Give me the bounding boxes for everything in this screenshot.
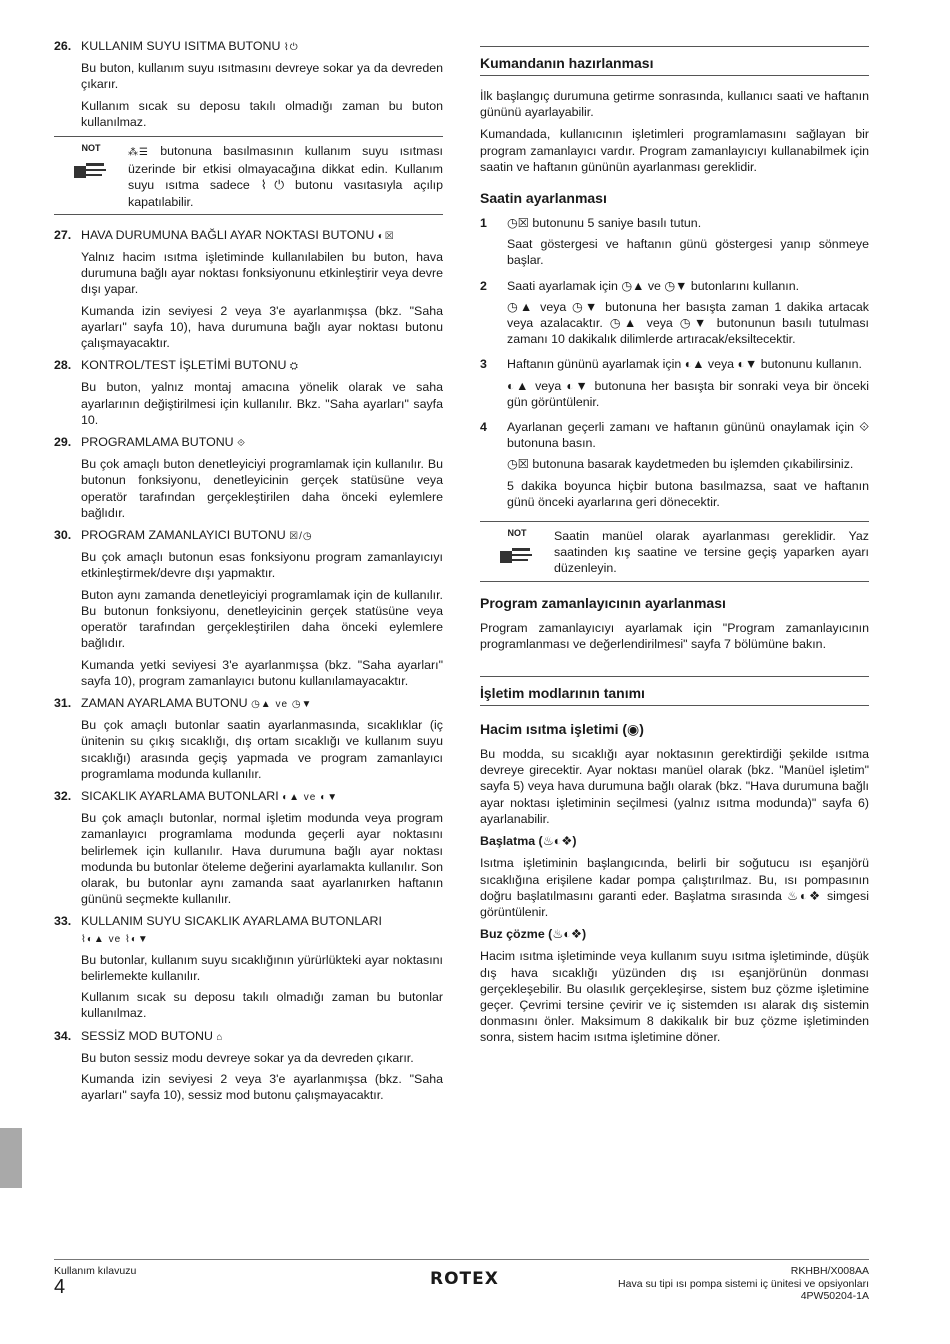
prep-para-2: Kumandada, kullanıcının işletimleri programlamasını sağlayan bir program zamanlayıcı vardır. Program zamanlayıcıyı kullanabilmek için saatin ve haftanın gününün ayarlanması gereklidir. <box>480 127 869 174</box>
button-symbol-icon: ◐☒ <box>377 230 395 242</box>
item-paragraph: Bu çok amaçlı buton denetleyiciyi programlamak için kullanılır. Bu butonun fonksiyonu, denetleyicinin gerçek statüsüne veya operatör tarafından gerçekleştirilen daha önceki eylemlere bağlıdır. <box>81 457 443 520</box>
item-number: 30. <box>54 528 72 543</box>
item-paragraph: Bu buton, yalnız montaj amacına yönelik olarak ve saha ayarlarının değiştirilmesi için kullanılır. Bkz. "Saha ayarları" sayfa 10. <box>81 380 443 427</box>
item-title <box>81 434 443 452</box>
section-heading-clock: Saatin ayarlanması <box>480 190 607 207</box>
step-body <box>507 278 869 353</box>
right-column <box>480 38 869 1052</box>
item-title <box>81 1028 443 1046</box>
footer-model: RKHBH/X008AA <box>790 1265 869 1277</box>
rotex-logo: ROTEX <box>430 1269 499 1289</box>
button-symbol-icon: ⌇◐▲ ve ⌇◐▼ <box>81 933 149 945</box>
section-heading-heating: Hacim ısıtma işletimi (◉) <box>480 721 644 738</box>
button-symbol-icon: ◷▲ ve ◷▼ <box>251 698 313 710</box>
button-item <box>54 695 443 782</box>
item-paragraph: Yalnız hacim ısıtma işletiminde kullanılabilen bu buton, hava durumuna bağlı ayar noktası fonksiyonunu etkinleştirir veya devre dışı yapar. <box>81 250 443 297</box>
note-hand-icon <box>74 160 108 180</box>
start-para: Isıtma işletiminin başlangıcında, belirli bir soğutucu ısı eşanjörü sıcaklığına erişilene kadar pompa çalıştırılmaz. Bu, ısı pompasının doğru başlatılmasını garanti eder. Başlatma sırasında ♨◐❖ simgesi görüntülenir. <box>480 856 869 919</box>
step-paragraph: ◷☒ butonunu 5 saniye basılı tutun. <box>507 216 702 231</box>
item-title-text: SESSİZ MOD BUTONU <box>81 1028 213 1043</box>
item-paragraph: Bu buton sessiz modu devreye sokar ya da devreden çıkarır. <box>81 1050 414 1065</box>
item-paragraph: Kumanda yetki seviyesi 3'e ayarlanmışsa (bkz. "Saha ayarları" sayfa 10), program zamanlayıcı butonu kullanılamayacaktır. <box>81 657 443 688</box>
step-body <box>507 356 869 415</box>
step-paragraph: Ayarlanan geçerli zamanı ve haftanın gününü onaylamak için ⟐ butonuna basın. <box>507 420 869 451</box>
section-heading-modes: İşletim modlarının tanımı <box>480 676 869 706</box>
item-paragraph: Bu çok amaçlı butonun esas fonksiyonu program zamanlayıcıyı etkinleştirmek/devre dışı yapmaktır. <box>81 550 443 581</box>
note-box-dhw <box>54 136 443 215</box>
item-title-text: SICAKLIK AYARLAMA BUTONLARI <box>81 788 279 803</box>
note-box-clock <box>480 521 869 582</box>
button-symbol-icon: ⌂ <box>216 1031 224 1043</box>
step-paragraph: ◐▲ veya ◐▼ butonuna her basışta bir sonraki veya bir önceki gün görüntülenir. <box>507 378 869 409</box>
clock-step <box>480 215 869 274</box>
item-paragraph: Bu buton, kullanım suyu ısıtmasını devreye sokar ya da devreden çıkarır. <box>81 61 443 92</box>
step-paragraph: ◷☒ butonuna basarak kaydetmeden bu işlemden çıkabilirsiniz. <box>507 457 854 472</box>
item-paragraph: Bu çok amaçlı butonlar, normal işletim modunda veya program zamanlayıcı programlama modunda geçerli ayar noktasını belirlemek için kullanılır. Hava durumuna bağlı ayar noktası modunda bu butonlar öteleme değerini ayarlamakta kullanılır. Son olarak, bu butonlar aynı zamanda saat ayarlanırken haftanın gününü seçmekte kullanılır. <box>81 811 443 907</box>
item-title-text: PROGRAM ZAMANLAYICI BUTONU <box>81 528 286 543</box>
footer-manual-label: Kullanım kılavuzu <box>54 1265 137 1277</box>
button-item-heading <box>54 1028 443 1046</box>
item-title-text: ZAMAN AYARLAMA BUTONU <box>81 695 248 710</box>
step-body <box>507 419 869 515</box>
button-item-heading <box>54 788 443 806</box>
footer-doc-info <box>618 1265 869 1303</box>
button-symbol-icon: ⟐ <box>237 438 246 450</box>
button-item <box>54 434 443 521</box>
item-number: 33. <box>54 914 72 929</box>
button-symbol-icon: ⌇⏻ <box>283 42 299 53</box>
item-title <box>81 788 443 806</box>
note-text: Saatin manüel olarak ayarlanması gereklidir. Yaz saatinden kış saatine ve tersine geçiş yaparken ayarı düzenleyin. <box>554 529 869 576</box>
step-paragraph: 5 dakika boyunca hiçbir butona basılmazsa, saat ve haftanın günü önceki ayarlarına geri dönecektir. <box>507 478 869 509</box>
item-number: 28. <box>54 358 72 373</box>
note-label: NOT <box>507 528 527 539</box>
item-title <box>81 527 443 545</box>
footer-description: Hava su tipi ısı pompa sistemi iç ünitesi ve opsiyonları <box>618 1277 869 1290</box>
step-number: 4 <box>480 420 487 435</box>
item-title <box>81 695 443 713</box>
note-text: butonuna basılmasının kullanım suyu ısıtması üzerinde bir etkisi olmayacağına dikkat edin. Kullanım suyu ısıtma sadece ⌇⏻ butonu vasıtasıyla açılıp kapatılabilir. <box>128 144 443 209</box>
item-number: 29. <box>54 435 72 450</box>
button-item-heading <box>54 527 443 545</box>
button-symbol-icon: ☒/◷ <box>289 531 313 543</box>
note-text-wrap <box>128 143 443 210</box>
left-column <box>54 38 443 1109</box>
button-item <box>54 227 443 351</box>
item-paragraph: Kumanda izin seviyesi 2 veya 3'e ayarlanmışsa (bkz. "Saha ayarları" sayfa 10), sessiz mod butonu çalışmayacaktır. <box>81 1071 443 1103</box>
step-number: 1 <box>480 216 487 231</box>
button-item <box>54 357 443 428</box>
step-body <box>507 215 869 274</box>
step-paragraph: Saati ayarlamak için ◷▲ ve ◷▼ butonlarını kullanın. <box>507 278 800 293</box>
button-item-heading <box>54 434 443 452</box>
item-title-text: KULLANIM SUYU SICAKLIK AYARLAMA BUTONLARI <box>81 914 382 929</box>
item-paragraph: Kumanda izin seviyesi 2 veya 3'e ayarlanmışsa (bkz. "Saha ayarları" sayfa 10), hava durumuna bağlı ayar noktası butonu çalışmayacaktır. <box>81 303 443 351</box>
item-paragraph: Bu butonlar, kullanım suyu sıcaklığının yürürlükteki ayar noktasını belirlemekte kullanılır. <box>81 952 443 983</box>
item-title <box>81 227 443 245</box>
item-number: 26. <box>54 39 72 53</box>
button-item <box>54 913 443 1021</box>
step-paragraph: ◷▲ veya ◷▼ butonuna her basışta zaman 1 dakika artacak veya azalacaktır. ◷▲ veya ◷▼ butonunun basılı tutulması zamanı 10 dakikalık dilimlerde artıracak/eksiltecektir. <box>507 299 869 347</box>
button-item <box>54 527 443 689</box>
timer-para: Program zamanlayıcıyı ayarlamak için "Program zamanlayıcının programlanması ve değerlendirilmesi" sayfa 7 bölümüne bakın. <box>480 620 869 651</box>
button-symbol-icon: ⛭ <box>289 361 299 373</box>
item-paragraph: Kullanım sıcak su deposu takılı olmadığı zaman bu butonlar kullanılmaz. <box>81 990 443 1021</box>
item-number: 31. <box>54 695 72 710</box>
step-paragraph: Haftanın gününü ayarlamak için ◐▲ veya ◐▼ butonunu kullanın. <box>507 357 862 372</box>
heating-para: Bu modda, su sıcaklığı ayar noktasının gerektirdiği şekilde ısıtma devreye girecektir. Ayar noktası manüel olarak (bkz. "Manüel işletim" sayfa 5) veya hava durumuna bağlı olarak (bkz. "Hava durumuna bağlı ayar noktası işletiminin seçilmesi (yalnız ısıtma modunda)" sayfa 6) ayarlanabilir. <box>480 747 869 826</box>
section-heading-timer: Program zamanlayıcının ayarlanması <box>480 594 726 611</box>
button-item <box>54 788 443 907</box>
footer-divider <box>54 1259 869 1260</box>
item-paragraph: Buton aynı zamanda denetleyiciyi programlamak için de kullanılır. Bu butonun fonksiyonu, denetleyicinin gerçek statüsüne veya operatör tarafından gerçekleştirilen daha önceki eylemlere bağlıdır. <box>81 587 443 651</box>
step-number: 3 <box>480 357 487 372</box>
note-icon-area <box>54 143 128 210</box>
defrost-para: Hacim ısıtma işletiminde veya kullanım suyu ısıtma işletiminde, düşük dış hava sıcaklığı yüzünden dış ısı eşanjörünün donması gerçekleşebilir. Bu olasılık gerçekleşirse, sistem buz çözme işletimine geçer. Çevrimi tersine çevirir ve iç sistemden ısı alarak dış sistemin donmasını önler. Maksimum 8 dakikalık bir buz çözme işletiminden sonra, sistem hacim ısıtma işletimine döner. <box>480 949 869 1045</box>
item-title-text: HAVA DURUMUNA BAĞLI AYAR NOKTASI BUTONU <box>81 227 375 242</box>
side-tab-marker <box>0 1128 22 1188</box>
button-item-heading <box>54 695 443 713</box>
section-heading-prep: Kumandanın hazırlanması <box>480 46 869 76</box>
item-number: 27. <box>54 227 72 242</box>
note-hand-icon <box>500 545 534 565</box>
item-title-text: KULLANIM SUYU ISITMA BUTONU <box>81 39 281 53</box>
item-title-text: KONTROL/TEST İŞLETİMİ BUTONU <box>81 358 287 373</box>
note-label: NOT <box>81 143 101 154</box>
item-title <box>81 357 443 375</box>
prep-para-1: İlk başlangıç durumuna getirme sonrasında, kullanıcı saati ve haftanın gününü ayarlayabilir. <box>480 89 869 120</box>
button-item <box>54 1028 443 1104</box>
clock-step <box>480 356 869 415</box>
clock-step <box>480 278 869 353</box>
button-item-heading <box>54 38 443 56</box>
dhw-button-icon: ⁂☰ <box>128 147 149 159</box>
item-number: 32. <box>54 788 72 803</box>
item-title <box>81 38 443 56</box>
button-item <box>54 38 443 130</box>
footer-doc-code: 4PW50204-1A <box>800 1290 869 1302</box>
item-number: 34. <box>54 1028 72 1043</box>
heading-start: Başlatma (♨◐❖) <box>480 834 577 849</box>
item-title-text: PROGRAMLAMA BUTONU <box>81 435 234 450</box>
step-number: 2 <box>480 278 487 293</box>
item-paragraph: Kullanım sıcak su deposu takılı olmadığı zaman bu buton kullanılmaz. <box>81 98 443 129</box>
button-symbol-icon: ◐▲ ve ◐▼ <box>282 791 339 803</box>
button-item-heading <box>54 913 443 947</box>
step-paragraph: Saat göstergesi ve haftanın günü göstergesi yanıp sönmeye başlar. <box>507 237 869 268</box>
button-item-heading <box>54 357 443 375</box>
button-item-heading <box>54 227 443 245</box>
clock-steps <box>480 215 869 515</box>
item-paragraph: Bu çok amaçlı butonlar saatin ayarlanmasında, sıcaklıklar (iç ünitenin su çıkış sıcaklığı, dış ortam sıcaklığı ve kullanım suyu sıcaklığı) arasında geçiş yapmada ve program zamanlayıcı programlama modunda kullanılır. <box>81 718 443 781</box>
heading-defrost: Buz çözme (♨◐❖) <box>480 927 587 942</box>
page-number: 4 <box>54 1276 66 1298</box>
note-icon-area <box>480 528 554 577</box>
clock-step <box>480 419 869 515</box>
item-title <box>81 913 443 947</box>
